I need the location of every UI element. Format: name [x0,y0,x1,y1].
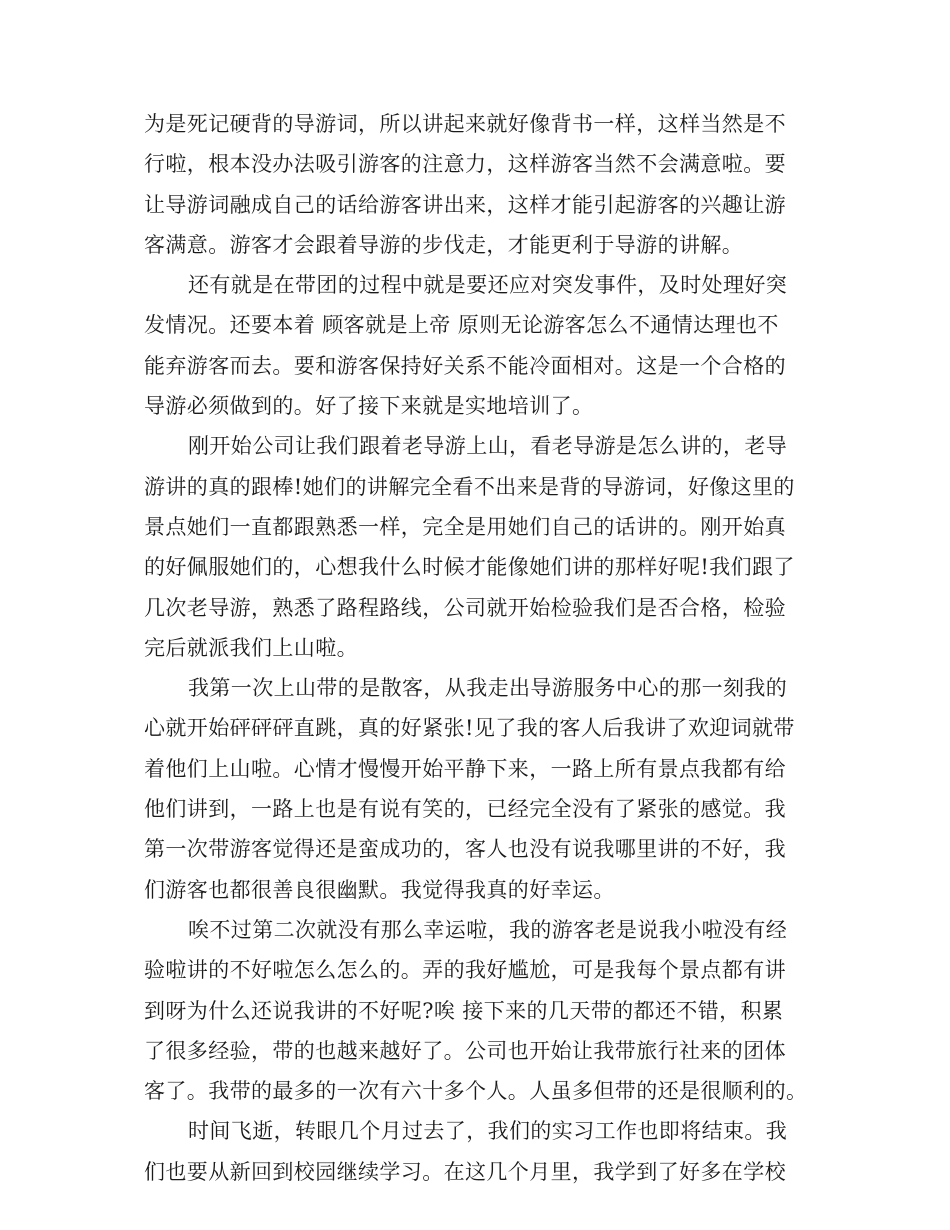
text-line: 验啦讲的不好啦怎么怎么的。弄的我好尴尬，可是我每个景点都有讲 [144,958,786,983]
text-line: 让导游词融成自己的话给游客讲出来，这样才能引起游客的兴趣让游 [144,192,786,217]
text-line: 导游必须做到的。好了接下来就是实地培训了。 [144,394,594,419]
text-line: 几次老导游，熟悉了路程路线，公司就开始检验我们是否合格，检验 [144,595,786,620]
paragraph-first-line: 还有就是在带团的过程中就是要还应对突发事件，及时处理好突 [188,273,788,298]
paragraph-first-line: 唉不过第二次就没有那么幸运啦，我的游客老是说我小啦没有经 [188,917,788,942]
text-line: 能弃游客而去。要和游客保持好关系不能冷面相对。这是一个合格的 [144,353,786,378]
text-line: 到呀为什么还说我讲的不好呢?唉 接下来的几天带的都还不错，积累 [144,998,784,1023]
text-line: 游讲的真的跟棒!她们的讲解完全看不出来是背的导游词，好像这里的 [144,474,795,499]
text-line: 他们讲到，一路上也是有说有笑的，已经完全没有了紧张的感觉。我 [144,797,786,822]
paragraph-first-line: 时间飞逝，转眼几个月过去了，我们的实习工作也即将结束。我 [188,1119,788,1144]
text-line: 景点她们一直都跟熟悉一样，完全是用她们自己的话讲的。刚开始真 [144,514,786,539]
text-line: 客了。我带的最多的一次有六十多个人。人虽多但带的还是很顺利的。 [144,1079,808,1104]
paragraph-first-line: 刚开始公司让我们跟着老导游上山，看老导游是怎么讲的，老导 [188,434,788,459]
document-body [144,104,810,1192]
text-line: 心就开始砰砰砰直跳，真的好紧张!见了我的客人后我讲了欢迎词就带 [144,716,795,741]
text-line: 们也要从新回到校园继续学习。在这几个月里，我学到了好多在学校 [144,1159,786,1184]
text-line: 了很多经验，带的也越来越好了。公司也开始让我带旅行社来的团体 [144,1038,786,1063]
text-line: 们游客也都很善良很幽默。我觉得我真的好幸运。 [144,877,615,902]
text-line: 第一次带游客觉得还是蛮成功的，客人也没有说我哪里讲的不好，我 [144,837,786,862]
text-line: 的好佩服她们的，心想我什么时候才能像她们讲的那样好呢!我们跟了 [144,555,795,580]
text-line: 客满意。游客才会跟着导游的步伐走，才能更利于导游的讲解。 [144,232,744,257]
paragraph-first-line: 我第一次上山带的是散客，从我走出导游服务中心的那一刻我的 [188,676,788,701]
text-line: 为是死记硬背的导游词，所以讲起来就好像背书一样，这样当然是不 [144,112,786,136]
text-line: 行啦，根本没办法吸引游客的注意力，这样游客当然不会满意啦。要 [144,152,786,177]
text-line: 着他们上山啦。心情才慢慢开始平静下来，一路上所有景点我都有给 [144,756,786,781]
text-line: 发情况。还要本着 顾客就是上帝 原则无论游客怎么不通情达理也不 [144,313,779,338]
text-line: 完后就派我们上山啦。 [144,635,358,660]
